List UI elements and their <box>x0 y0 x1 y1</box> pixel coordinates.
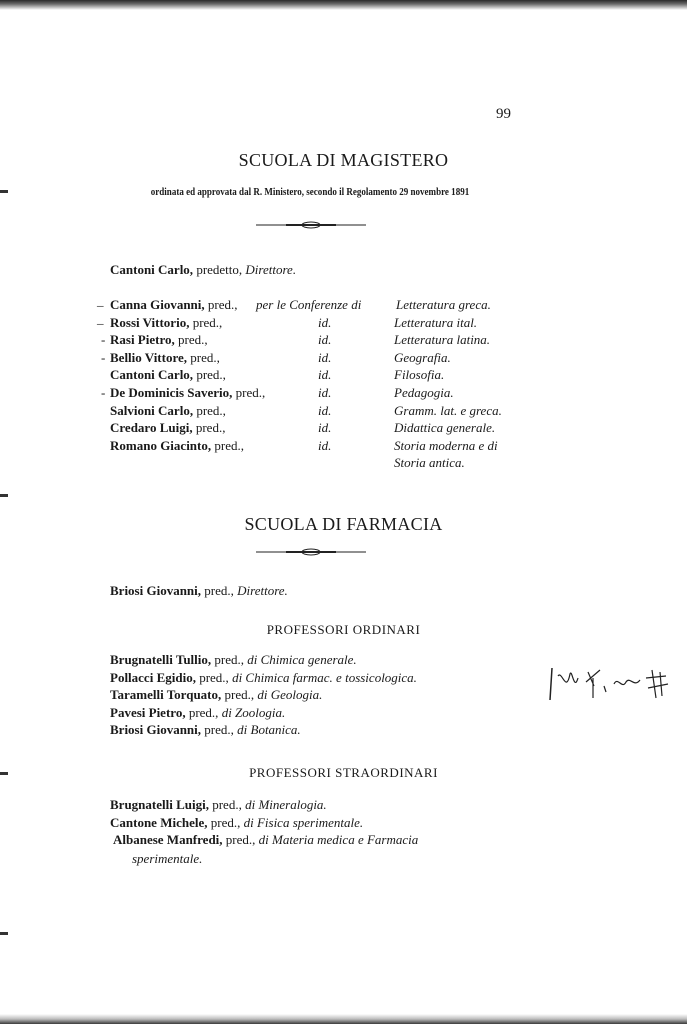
director-role: Direttore. <box>237 583 288 598</box>
faculty-pred: pred., <box>190 349 220 365</box>
page-top-edge <box>0 0 687 10</box>
edge-mark <box>0 772 8 775</box>
faculty-pred: pred., <box>235 385 266 400</box>
faculty-row <box>110 438 244 454</box>
professor-row <box>110 670 417 686</box>
magistero-director <box>110 262 296 278</box>
director-role: Direttore. <box>245 262 297 277</box>
professor-row <box>110 687 322 703</box>
page-number: 99 <box>496 106 511 122</box>
professor-name: Brugnatelli Tullio, <box>110 652 212 667</box>
faculty-subject: Pedagogia. <box>394 385 454 400</box>
faculty-id: id. <box>318 385 332 400</box>
straordinari-label: PROFESSORI STRAORDINARI <box>249 765 438 780</box>
straordinari-continuation: sperimentale. <box>132 851 203 866</box>
margin-mark: _ <box>97 293 104 308</box>
faculty-pred: pred., <box>214 437 244 453</box>
professor-pred: pred., <box>212 797 242 812</box>
professor-pred: pred., <box>225 832 256 848</box>
professor-row <box>110 722 301 738</box>
professor-pred: pred., <box>214 652 245 667</box>
professor-subject: di Botanica. <box>237 722 301 738</box>
professor-name: Brugnatelli Luigi, <box>110 797 209 812</box>
faculty-row <box>110 315 222 331</box>
faculty-subject: Geografia. <box>394 349 451 365</box>
faculty-subject: Filosofia. <box>394 367 445 383</box>
professor-pred: pred., <box>224 687 255 703</box>
director-name: Briosi Giovanni, <box>110 583 202 598</box>
margin-mark: - <box>101 349 106 365</box>
ordinari-label: PROFESSORI ORDINARI <box>266 622 421 637</box>
edge-mark <box>0 190 8 193</box>
professor-row <box>110 652 357 668</box>
faculty-pred: pred., <box>207 297 238 312</box>
faculty-id: id. <box>318 349 332 365</box>
page-bottom-edge <box>0 1014 687 1024</box>
professor-pred: pred., <box>210 814 241 830</box>
professor-name: Cantone Michele, <box>110 814 208 830</box>
professor-pred: pred., <box>199 669 229 685</box>
professor-subject: di Chimica generale. <box>247 652 357 667</box>
faculty-subject: Didattica generale. <box>394 420 496 436</box>
professor-subject: di Fisica sperimentale. <box>243 814 364 830</box>
faculty-row <box>110 420 225 436</box>
professor-subject: di Zoologia. <box>221 704 286 720</box>
edge-mark <box>0 932 8 935</box>
faculty-name: Romano Giacinto, <box>110 437 212 453</box>
professor-row <box>113 832 418 848</box>
faculty-row <box>110 332 208 348</box>
professor-row <box>110 705 285 721</box>
farmacia-title: SCUOLA DI FARMACIA <box>244 514 443 534</box>
faculty-name: Rossi Vittorio, <box>110 314 190 330</box>
faculty-row <box>110 385 265 401</box>
professor-pred: pred., <box>204 722 234 738</box>
handwritten-margin-note <box>548 664 678 704</box>
faculty-pred: pred., <box>178 332 208 348</box>
faculty-subject: Storia moderna e di <box>394 437 498 453</box>
faculty-row <box>110 367 226 383</box>
professor-row <box>110 797 327 813</box>
magistero-continuation: Storia antica. <box>394 455 465 470</box>
faculty-id: id. <box>318 314 332 330</box>
faculty-name: Cantoni Carlo, <box>110 367 194 383</box>
faculty-row <box>110 403 226 419</box>
professor-name: Taramelli Torquato, <box>110 687 222 703</box>
faculty-pred: pred., <box>195 420 226 436</box>
faculty-id: id. <box>318 420 332 436</box>
professor-subject: di Mineralogia. <box>245 797 327 812</box>
faculty-pred: pred., <box>196 367 226 383</box>
professor-name: Briosi Giovanni, <box>110 722 202 738</box>
margin-mark: - <box>101 385 106 400</box>
professor-subject: di Geologia. <box>257 687 323 703</box>
faculty-subject: Letteratura greca. <box>396 297 491 312</box>
margin-mark: - <box>101 332 106 348</box>
faculty-name: Bellio Vittore, <box>110 349 188 365</box>
faculty-row <box>110 297 238 313</box>
magistero-subtitle: ordinata ed approvata dal R. Ministero, secondo il Regolamento 29 novembre 1891 <box>150 186 470 198</box>
edge-mark <box>0 494 8 497</box>
director-rest: pred., <box>204 583 234 598</box>
faculty-name: Credaro Luigi, <box>110 420 193 436</box>
faculty-id: id. <box>318 332 332 348</box>
director-rest: predetto, <box>196 262 243 277</box>
faculty-name: De Dominicis Saverio, <box>110 385 233 400</box>
professor-name: Pavesi Pietro, <box>110 704 186 720</box>
ornament-divider <box>256 220 366 230</box>
faculty-id: id. <box>318 437 332 453</box>
faculty-id: id. <box>318 367 332 383</box>
director-name: Cantoni Carlo, <box>110 262 194 277</box>
faculty-id: per le Conferenze di <box>256 297 362 312</box>
faculty-subject: Letteratura latina. <box>394 332 491 348</box>
magistero-title: SCUOLA DI MAGISTERO <box>238 150 449 170</box>
faculty-subject: Gramm. lat. e greca. <box>394 402 502 418</box>
ornament-divider <box>256 547 366 557</box>
professor-name: Albanese Manfredi, <box>113 832 223 848</box>
faculty-pred: pred., <box>196 402 226 418</box>
faculty-pred: pred., <box>192 314 223 330</box>
professor-subject: di Materia medica e Farmacia <box>258 832 419 848</box>
faculty-id: id. <box>318 402 332 418</box>
faculty-name: Rasi Pietro, <box>110 332 175 348</box>
professor-subject: di Chimica farmac. e tossicologica. <box>232 669 417 685</box>
farmacia-director <box>110 583 288 599</box>
faculty-name: Canna Giovanni, <box>110 297 205 312</box>
faculty-row <box>110 350 220 366</box>
professor-pred: pred., <box>188 704 219 720</box>
margin-mark: _ <box>97 310 104 326</box>
professor-name: Pollacci Egidio, <box>110 669 196 685</box>
professor-row <box>110 815 363 831</box>
faculty-name: Salvioni Carlo, <box>110 402 194 418</box>
faculty-subject: Letteratura ital. <box>394 314 478 330</box>
